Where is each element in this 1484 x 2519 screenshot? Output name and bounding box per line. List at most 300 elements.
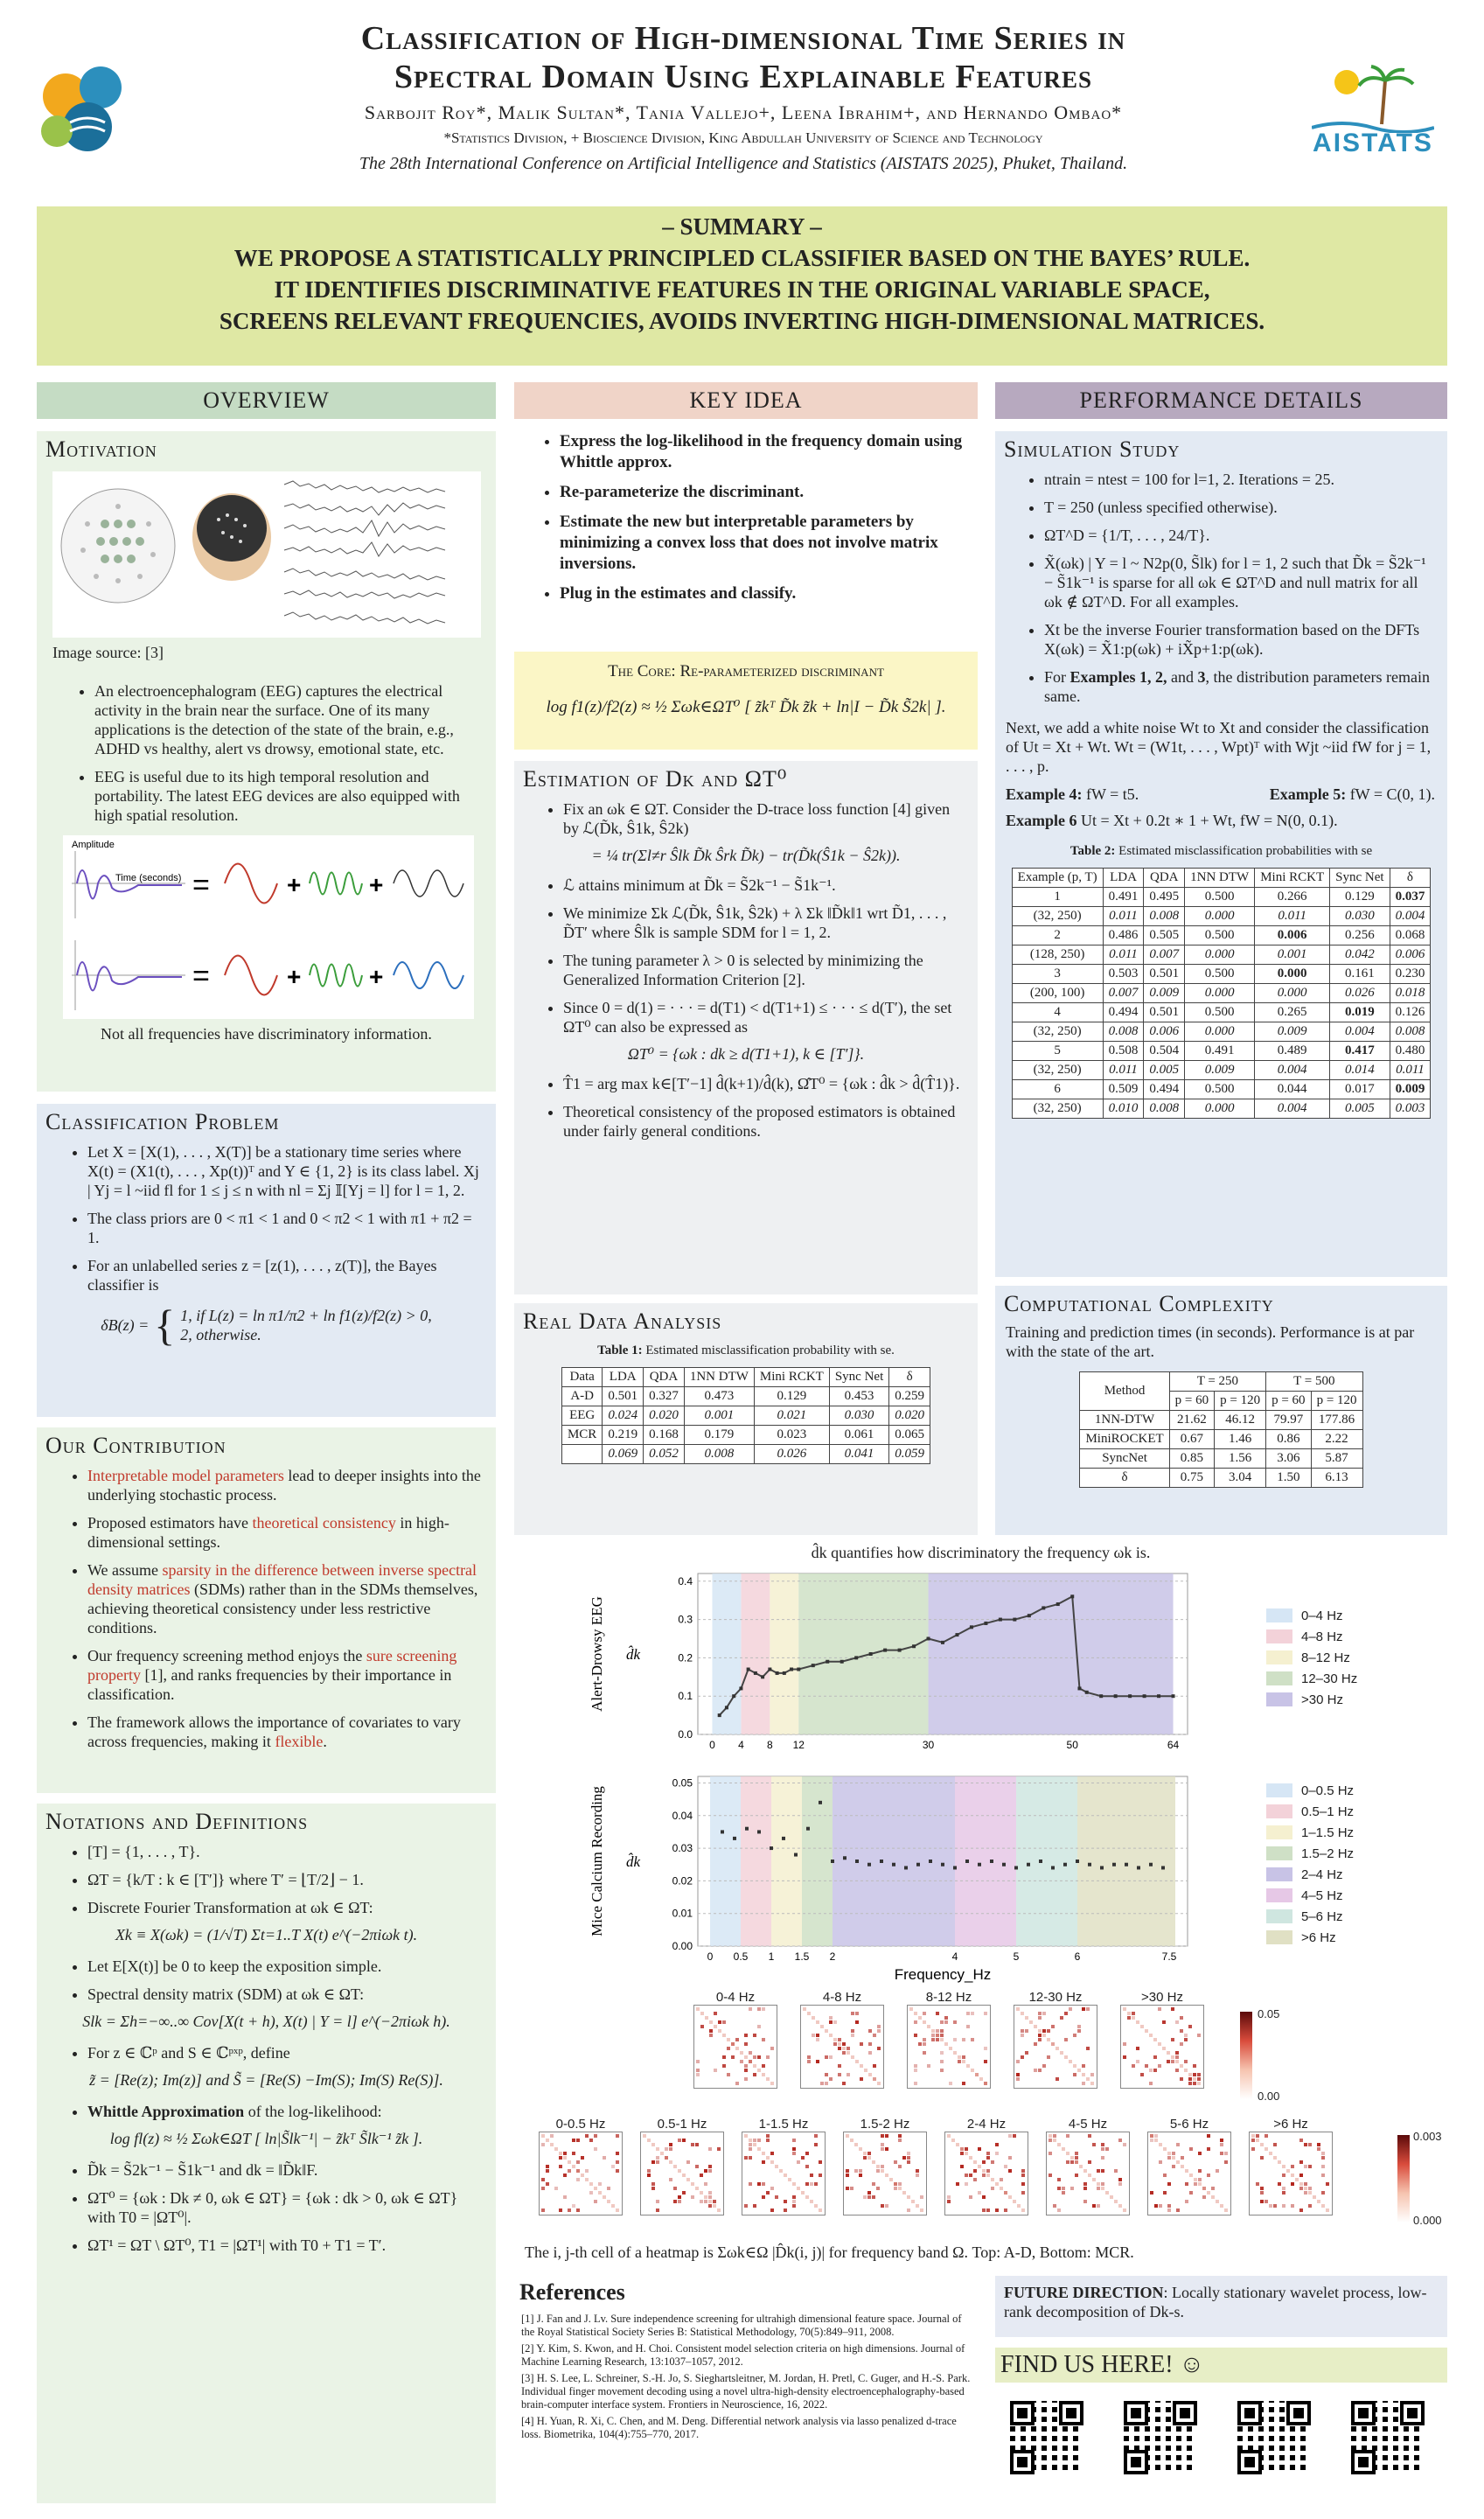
heatmap-cell bbox=[927, 2064, 930, 2068]
heatmap-diagonal-cell bbox=[766, 2156, 770, 2160]
heatmap-cell bbox=[1136, 2060, 1139, 2063]
heatmap-cell bbox=[572, 2204, 575, 2208]
heatmap-cell bbox=[770, 2152, 774, 2155]
heatmap-cell bbox=[829, 2020, 833, 2024]
dk-point bbox=[745, 1827, 749, 1831]
heatmap-diagonal-cell bbox=[851, 2055, 854, 2059]
dk-point bbox=[892, 1863, 895, 1867]
y-tick-label: 0.02 bbox=[672, 1874, 693, 1888]
table-cell: 1.46 bbox=[1215, 1430, 1266, 1449]
frequency-band bbox=[712, 1574, 741, 1734]
heatmap-diagonal-cell bbox=[651, 2143, 655, 2146]
heatmap-cell bbox=[1077, 2025, 1081, 2028]
heatmap-diagonal-cell bbox=[916, 2204, 919, 2208]
heatmap-cell bbox=[1172, 2165, 1175, 2168]
heatmap-diagonal-cell bbox=[801, 2191, 805, 2195]
heatmap-cell bbox=[714, 2069, 717, 2072]
simulation-item: • X̃(ωk) | Y = l ~ N2p(0, S̃lk) for l = 1, 2 such that D̃k = S̃2k⁻¹ − S̃1k⁻¹ is sparse for all ωk ∈ ΩT^D and null matrix for all ωk ∉ ΩT^D. For all examples. bbox=[1044, 554, 1435, 611]
heatmap-diagonal-cell bbox=[669, 2160, 672, 2164]
heatmap-cell bbox=[775, 2195, 778, 2199]
heatmap-cell bbox=[868, 2029, 872, 2033]
heatmap-cell bbox=[971, 2012, 974, 2015]
legend-item bbox=[1266, 1780, 1354, 1801]
heatmap-cell bbox=[1118, 2139, 1122, 2142]
heatmap-cell bbox=[1317, 2147, 1320, 2151]
heatmap-cell bbox=[881, 2204, 884, 2208]
table-cell: 0.044 bbox=[1255, 1080, 1330, 1099]
heatmap-cell bbox=[907, 2160, 910, 2164]
qr-code-paper-icon[interactable] bbox=[1351, 2401, 1425, 2474]
heatmap-diagonal-cell bbox=[611, 2204, 615, 2208]
heatmap-cell bbox=[1016, 2077, 1020, 2081]
y-axis-symbol: d̂k bbox=[625, 1646, 641, 1663]
heatmap-cell bbox=[1021, 2055, 1024, 2059]
table-header: 1NN DTW bbox=[684, 1368, 754, 1387]
heatmap-cell bbox=[1097, 2187, 1100, 2190]
table-cell: 1NN-DTW bbox=[1080, 1411, 1169, 1430]
heatmap-cell bbox=[563, 2152, 567, 2155]
heatmap-cell bbox=[695, 2143, 699, 2146]
heatmap-cell bbox=[842, 2082, 846, 2085]
heatmap-diagonal-cell bbox=[1304, 2187, 1307, 2190]
table-cell: 0.020 bbox=[644, 1406, 685, 1426]
simulation-item: • T = 250 (unless specified otherwise). bbox=[1044, 498, 1435, 517]
dk-point bbox=[970, 1625, 973, 1629]
heatmap-cell bbox=[554, 2187, 558, 2190]
heatmap-diagonal-cell bbox=[881, 2169, 884, 2173]
heatmap-cell bbox=[1097, 2204, 1100, 2208]
heatmap-cell bbox=[936, 2012, 939, 2015]
heatmap-diagonal-cell bbox=[1282, 2165, 1285, 2168]
heatmap-cell bbox=[1207, 2147, 1210, 2151]
table-cell: 0.007 bbox=[1144, 945, 1185, 965]
colorbar-max: 0.003 bbox=[1413, 2130, 1442, 2143]
table-cell: 0.059 bbox=[889, 1445, 930, 1464]
notation-item: • [T] = {1, . . . , T}. bbox=[87, 1842, 482, 1861]
heatmap-cell bbox=[1101, 2147, 1104, 2151]
dk-point bbox=[883, 1649, 887, 1652]
dk-point bbox=[965, 1860, 969, 1863]
legend-swatch bbox=[1266, 1930, 1292, 1944]
dk-point bbox=[1137, 1866, 1140, 1869]
dk-point bbox=[927, 1636, 930, 1640]
table-cell: 0.486 bbox=[1103, 926, 1144, 945]
table-cell: 0.129 bbox=[754, 1387, 829, 1406]
qr-code-lab-icon[interactable] bbox=[1237, 2401, 1311, 2474]
heatmap-cell bbox=[1101, 2143, 1104, 2146]
legend-item bbox=[1266, 1626, 1357, 1647]
table-cell: 0.500 bbox=[1185, 1003, 1255, 1022]
heatmap-cell bbox=[860, 2042, 863, 2046]
table-cell: 79.97 bbox=[1266, 1411, 1311, 1430]
table-cell: 0.041 bbox=[829, 1445, 888, 1464]
heatmap-cell bbox=[749, 2156, 752, 2160]
heatmap-cell bbox=[1062, 2191, 1065, 2195]
heatmap-diagonal-cell bbox=[1145, 2029, 1148, 2033]
table-cell: 6.13 bbox=[1311, 1469, 1362, 1488]
heatmap-cell bbox=[656, 2200, 659, 2203]
heatmap-cell bbox=[656, 2160, 659, 2164]
dk-point bbox=[797, 1668, 800, 1671]
heatmap-cells bbox=[1047, 2132, 1129, 2215]
heatmap-diagonal-cell bbox=[876, 2165, 880, 2168]
heatmap-cell bbox=[819, 2174, 822, 2177]
heatmap-diagonal-cell bbox=[598, 2191, 602, 2195]
classification-panel bbox=[37, 1104, 496, 1417]
x-tick-label: 0 bbox=[707, 1950, 714, 1963]
heatmap-cell bbox=[1013, 2134, 1016, 2138]
heatmap-diagonal-cell bbox=[975, 2073, 979, 2076]
heatmap bbox=[1014, 2005, 1097, 2089]
legend-label: 0.5–1 Hz bbox=[1301, 1804, 1355, 1819]
table-cell: 0.453 bbox=[829, 1387, 888, 1406]
heatmap-diagonal-cell bbox=[1017, 2204, 1021, 2208]
heatmap-diagonal-cell bbox=[589, 2182, 593, 2186]
heatmap-cell bbox=[700, 2025, 704, 2028]
section-title: Real Data Analysis bbox=[523, 1308, 722, 1334]
heatmap-cell bbox=[1066, 2160, 1069, 2164]
heatmap-cell bbox=[881, 2134, 884, 2138]
heatmap-cell bbox=[1066, 2134, 1069, 2138]
heatmap-cell bbox=[1189, 2191, 1193, 2195]
dk-point bbox=[733, 1837, 736, 1840]
heatmap-diagonal-cell bbox=[1060, 2051, 1063, 2055]
heatmap-cell bbox=[923, 2051, 926, 2055]
heatmap-cell bbox=[1021, 2034, 1024, 2037]
x-tick-label: 5 bbox=[1013, 1950, 1020, 1963]
complexity-text: Training and prediction times (in seconds). Performance is at par with the state of the art. bbox=[1006, 1323, 1415, 1360]
section-title: Computational Complexity bbox=[1004, 1291, 1274, 1316]
heatmap-diagonal-cell bbox=[1194, 2178, 1197, 2181]
heatmap-cell bbox=[717, 2147, 721, 2151]
legend-label: 2–4 Hz bbox=[1301, 1867, 1343, 1882]
svg-text:=: = bbox=[192, 869, 210, 902]
heatmap-label: 4-8 Hz bbox=[822, 1990, 862, 2005]
table-header: Mini RCKT bbox=[754, 1368, 829, 1387]
heatmap-cell bbox=[805, 2152, 809, 2155]
x-tick-label: 2 bbox=[829, 1950, 836, 1963]
heatmap-diagonal-cell bbox=[696, 2007, 700, 2011]
heatmap-cell bbox=[1070, 2187, 1074, 2190]
frequency-band bbox=[741, 1574, 770, 1734]
heatmap-diagonal-cell bbox=[678, 2169, 681, 2173]
heatmap-cell bbox=[651, 2187, 655, 2190]
notation-item: • ΩT = {k/T : k ∈ [T′]} where T′ = ⌊T/2⌋ − 1. bbox=[87, 1870, 482, 1889]
heatmap-diagonal-cell bbox=[708, 2200, 712, 2203]
heatmap-label: >6 Hz bbox=[1273, 2117, 1308, 2132]
core-box bbox=[514, 652, 978, 750]
heatmap-cell bbox=[1004, 2208, 1007, 2212]
heatmap-cell bbox=[916, 2169, 919, 2173]
heatmap-cell bbox=[762, 2038, 765, 2041]
heatmap-diagonal-cell bbox=[1047, 2038, 1050, 2041]
legend-label: 4–5 Hz bbox=[1301, 1888, 1343, 1903]
heatmap-diagonal-cell bbox=[1278, 2160, 1281, 2164]
heatmap-diagonal-cell bbox=[762, 2073, 765, 2076]
heatmap-diagonal-cell bbox=[594, 2187, 597, 2190]
heatmap-diagonal-cell bbox=[1251, 2134, 1255, 2138]
reference-item: [4] H. Yuan, R. Xi, C. Chen, and M. Deng. Differential network analysis via lasso penalized d-trace loss. Biometrika, 104(4):755–770, 2017. bbox=[521, 2415, 957, 2440]
heatmap-diagonal-cell bbox=[978, 2165, 981, 2168]
heatmap-diagonal-cell bbox=[991, 2178, 994, 2181]
heatmap-diagonal-cell bbox=[960, 2147, 964, 2151]
heatmap-diagonal-cell bbox=[1127, 2012, 1131, 2015]
heatmap-diagonal-cell bbox=[714, 2025, 717, 2028]
heatmap-diagonal-cell bbox=[825, 2029, 828, 2033]
heatmap-cell bbox=[603, 2156, 606, 2160]
x-axis-label: Frequency_Hz bbox=[894, 1966, 992, 1983]
heatmap-cell bbox=[1216, 2169, 1219, 2173]
heatmap-cell bbox=[607, 2187, 610, 2190]
legend-label: >30 Hz bbox=[1301, 1692, 1343, 1707]
legend-item bbox=[1266, 1906, 1354, 1927]
heatmap-cell bbox=[753, 2204, 756, 2208]
heatmap-diagonal-cell bbox=[1269, 2152, 1272, 2155]
heatmap-cell bbox=[801, 2156, 805, 2160]
affiliation: *Statistics Division, + Bioscience Division, King Abdullah University of Science and Technology bbox=[443, 129, 1043, 146]
heatmap-cell bbox=[838, 2064, 841, 2068]
heatmap-cell bbox=[936, 2029, 939, 2033]
table-cell: 0.500 bbox=[1185, 1080, 1255, 1099]
heatmap-cell bbox=[598, 2182, 602, 2186]
heatmap-cell bbox=[1008, 2156, 1012, 2160]
heatmap-diagonal-cell bbox=[1062, 2147, 1065, 2151]
dk-point bbox=[941, 1863, 944, 1867]
heatmap-cell bbox=[749, 2182, 752, 2186]
aistats-logo: AISTATS bbox=[1312, 63, 1434, 159]
heatmap-cell bbox=[1149, 2082, 1153, 2085]
dk-point bbox=[1042, 1606, 1045, 1609]
heatmap-cell bbox=[744, 2064, 748, 2068]
heatmap-cell bbox=[1025, 2051, 1028, 2055]
heatmap-cell bbox=[973, 2178, 977, 2181]
heatmap-cell bbox=[1145, 2064, 1148, 2068]
conference: The 28th International Conference on Artificial Intelligence and Statistics (AISTATS 2025), Phuket, Thailand. bbox=[359, 154, 1128, 173]
heatmap-diagonal-cell bbox=[1167, 2051, 1170, 2055]
heatmap-cell bbox=[1197, 2077, 1201, 2081]
heatmap-cells bbox=[1121, 2006, 1203, 2088]
heatmap-cell bbox=[546, 2165, 549, 2168]
qr-codes bbox=[1010, 2401, 1425, 2474]
heatmap-cell bbox=[1321, 2191, 1325, 2195]
heatmap-diagonal-cell bbox=[744, 2055, 748, 2059]
heatmap-cell bbox=[966, 2025, 970, 2028]
frequency-band bbox=[710, 1776, 741, 1946]
heatmap-diagonal-cell bbox=[940, 2038, 944, 2041]
heatmap-cell bbox=[894, 2160, 897, 2164]
heatmap-diagonal-cell bbox=[1069, 2060, 1072, 2063]
simulation-item: • Xt be the inverse Fourier transformation based on the DFTs X(ωk) = X̃1:p(ωk) + iX̃p+1:p(ωk). bbox=[1044, 620, 1435, 659]
heatmap-diagonal-cell bbox=[1317, 2200, 1320, 2203]
heatmap-diagonal-cell bbox=[718, 2029, 721, 2033]
table-cell: 3 bbox=[1012, 965, 1103, 984]
performance-header: PERFORMANCE DETAILS bbox=[995, 382, 1447, 419]
figure-caption: Not all frequencies have discriminatory information. bbox=[101, 1025, 432, 1043]
heatmap-cell bbox=[877, 2029, 881, 2033]
heatmap-cell bbox=[898, 2139, 902, 2142]
table-cell: 0.230 bbox=[1390, 965, 1431, 984]
heatmap-panel bbox=[944, 2117, 1028, 2215]
heatmap-cell bbox=[1016, 2073, 1020, 2076]
table-cell: 0.501 bbox=[1144, 965, 1185, 984]
complexity-panel bbox=[995, 1286, 1447, 1535]
heatmap-diagonal-cell bbox=[717, 2208, 721, 2212]
heatmap-cell bbox=[1189, 2147, 1193, 2151]
heatmap-cell bbox=[949, 2082, 952, 2085]
contribution-bullet: • We assume sparsity in the difference between inverse spectral density matrices (SDMs) rather than in the SDMs themselves, achieving theoretical consistency under less restrictive conditions. bbox=[87, 1560, 482, 1637]
heatmap-cell bbox=[898, 2165, 902, 2168]
heatmap-cell bbox=[1308, 2204, 1312, 2208]
heatmap-diagonal-cell bbox=[1097, 2182, 1100, 2186]
heatmap-cell bbox=[792, 2200, 796, 2203]
table-cell: 0.008 bbox=[1144, 907, 1185, 926]
heatmap-cell bbox=[762, 2195, 765, 2199]
heatmap-diagonal-cell bbox=[1149, 2034, 1153, 2037]
heatmap-cell bbox=[704, 2182, 707, 2186]
heatmap-cell bbox=[936, 2038, 939, 2041]
heatmap-cell bbox=[947, 2195, 951, 2199]
heatmap bbox=[1249, 2132, 1333, 2215]
legend-swatch bbox=[1266, 1783, 1292, 1797]
heatmap-cell bbox=[1073, 2034, 1076, 2037]
heatmap-diagonal-cell bbox=[1216, 2200, 1219, 2203]
heatmap-diagonal-cell bbox=[1220, 2204, 1223, 2208]
heatmap-cell bbox=[851, 2012, 854, 2015]
dk-point bbox=[819, 1801, 822, 1804]
dk-point bbox=[1076, 1860, 1079, 1863]
heatmap-diagonal-cell bbox=[1291, 2174, 1294, 2177]
legend-label: 0–4 Hz bbox=[1301, 1608, 1343, 1623]
qr-code-web-icon[interactable] bbox=[1010, 2401, 1083, 2474]
dk-point bbox=[1014, 1866, 1018, 1869]
dk-point bbox=[1100, 1866, 1104, 1869]
y-tick-label: 0.05 bbox=[672, 1776, 693, 1790]
dk-point bbox=[812, 1664, 815, 1667]
dk-point bbox=[869, 1652, 873, 1656]
heatmap-cell bbox=[1282, 2191, 1285, 2195]
dk-point bbox=[880, 1860, 883, 1863]
heatmap-cell bbox=[923, 2042, 926, 2046]
heatmap-diagonal-cell bbox=[986, 2174, 990, 2177]
heatmap-cell bbox=[695, 2165, 699, 2168]
heatmap-cell bbox=[995, 2152, 999, 2155]
heatmap-diagonal-cell bbox=[1167, 2152, 1171, 2155]
heatmap-diagonal-cell bbox=[1057, 2143, 1061, 2146]
heatmap-diagonal-cell bbox=[947, 2134, 951, 2138]
heatmap-cell bbox=[1167, 2208, 1171, 2212]
heatmap-cell bbox=[855, 2012, 859, 2015]
heatmap-cell bbox=[877, 2047, 881, 2050]
table-cell bbox=[561, 1445, 602, 1464]
heatmap-diagonal-cell bbox=[927, 2025, 930, 2028]
dk-point bbox=[1161, 1866, 1165, 1869]
heatmap-cell bbox=[894, 2187, 897, 2190]
heatmap-cell bbox=[749, 2051, 752, 2055]
dk-point bbox=[725, 1706, 728, 1709]
heatmap-diagonal-cell bbox=[603, 2195, 606, 2199]
heatmap-diagonal-cell bbox=[797, 2187, 800, 2190]
heatmap-cell bbox=[678, 2139, 681, 2142]
heatmap-cell bbox=[1171, 2007, 1174, 2011]
section-title: Simulation Study bbox=[1004, 436, 1181, 462]
heatmap-cell bbox=[940, 2029, 944, 2033]
heatmap-cell bbox=[816, 2034, 819, 2037]
table-cell: 0.009 bbox=[1144, 984, 1185, 1003]
table-cell: 0.019 bbox=[1330, 1003, 1390, 1022]
heatmap-cell bbox=[956, 2182, 959, 2186]
heatmap-diagonal-cell bbox=[682, 2174, 686, 2177]
legend-swatch bbox=[1266, 1825, 1292, 1839]
heatmap-cell bbox=[1326, 2182, 1329, 2186]
heatmap-cell bbox=[709, 2034, 713, 2037]
simulation-table bbox=[1012, 868, 1432, 1119]
heatmap-cell bbox=[1251, 2139, 1255, 2142]
heatmap bbox=[1120, 2005, 1204, 2089]
frequency-band bbox=[802, 1776, 833, 1946]
contribution-bullet: • Proposed estimators have theoretical consistency in high-dimensional settings. bbox=[87, 1513, 482, 1552]
table-cell: 0.008 bbox=[1390, 1022, 1431, 1042]
x-tick-label: 4 bbox=[738, 1739, 744, 1751]
dk-point bbox=[794, 1853, 798, 1857]
heatmap-cell bbox=[1021, 2182, 1025, 2186]
colorbar-max: 0.05 bbox=[1258, 2007, 1280, 2020]
heatmap-diagonal-cell bbox=[1207, 2191, 1210, 2195]
heatmap-diagonal-cell bbox=[1118, 2204, 1122, 2208]
heatmap-cell bbox=[1153, 2069, 1157, 2072]
heatmap-cell bbox=[749, 2143, 752, 2146]
heatmap-cell bbox=[1176, 2143, 1180, 2146]
dk-point bbox=[941, 1641, 944, 1644]
dk-point bbox=[1172, 1694, 1175, 1698]
heatmap-cell bbox=[727, 2073, 730, 2076]
table-cell: 0.000 bbox=[1185, 1099, 1255, 1119]
qr-code-linkedin-icon[interactable] bbox=[1124, 2401, 1197, 2474]
kaust-logo bbox=[35, 61, 140, 157]
heatmap bbox=[843, 2132, 927, 2215]
table-cell: 0.000 bbox=[1255, 965, 1330, 984]
heatmap-cell bbox=[1184, 2038, 1188, 2041]
heatmap-cell bbox=[838, 2038, 841, 2041]
dk-point bbox=[1070, 1594, 1074, 1598]
heatmap-cell bbox=[1064, 2012, 1068, 2015]
heatmap-diagonal-cell bbox=[969, 2156, 972, 2160]
heatmap-panel bbox=[1014, 1990, 1097, 2089]
heatmap-cell bbox=[766, 2055, 770, 2059]
heatmap-diagonal-cell bbox=[607, 2200, 610, 2203]
heatmap-cell bbox=[1077, 2029, 1081, 2033]
dk-point bbox=[912, 1644, 916, 1648]
heatmap-cells bbox=[641, 2132, 723, 2215]
heatmap-cell bbox=[1291, 2182, 1294, 2186]
heatmap-cell bbox=[1184, 2034, 1188, 2037]
heatmap-diagonal-cell bbox=[902, 2191, 906, 2195]
heatmap-cell bbox=[1282, 2204, 1285, 2208]
heatmap-cell bbox=[1123, 2055, 1126, 2059]
heatmap-cell bbox=[616, 2169, 619, 2173]
heatmap-cell bbox=[757, 2139, 761, 2142]
heatmap-diagonal-cell bbox=[907, 2195, 910, 2199]
heatmap-cell bbox=[740, 2060, 743, 2063]
heatmap-diagonal-cell bbox=[846, 2134, 849, 2138]
heatmap-cell bbox=[589, 2191, 593, 2195]
heatmap-diagonal-cell bbox=[1193, 2077, 1196, 2081]
table-cell: 0.010 bbox=[1103, 1099, 1144, 1119]
heatmap-cell bbox=[559, 2156, 562, 2160]
heatmap-cell bbox=[1185, 2200, 1188, 2203]
dk-point bbox=[1028, 1614, 1031, 1617]
heatmap-diagonal-cell bbox=[984, 2082, 987, 2085]
heatmap-cell bbox=[867, 2195, 871, 2199]
